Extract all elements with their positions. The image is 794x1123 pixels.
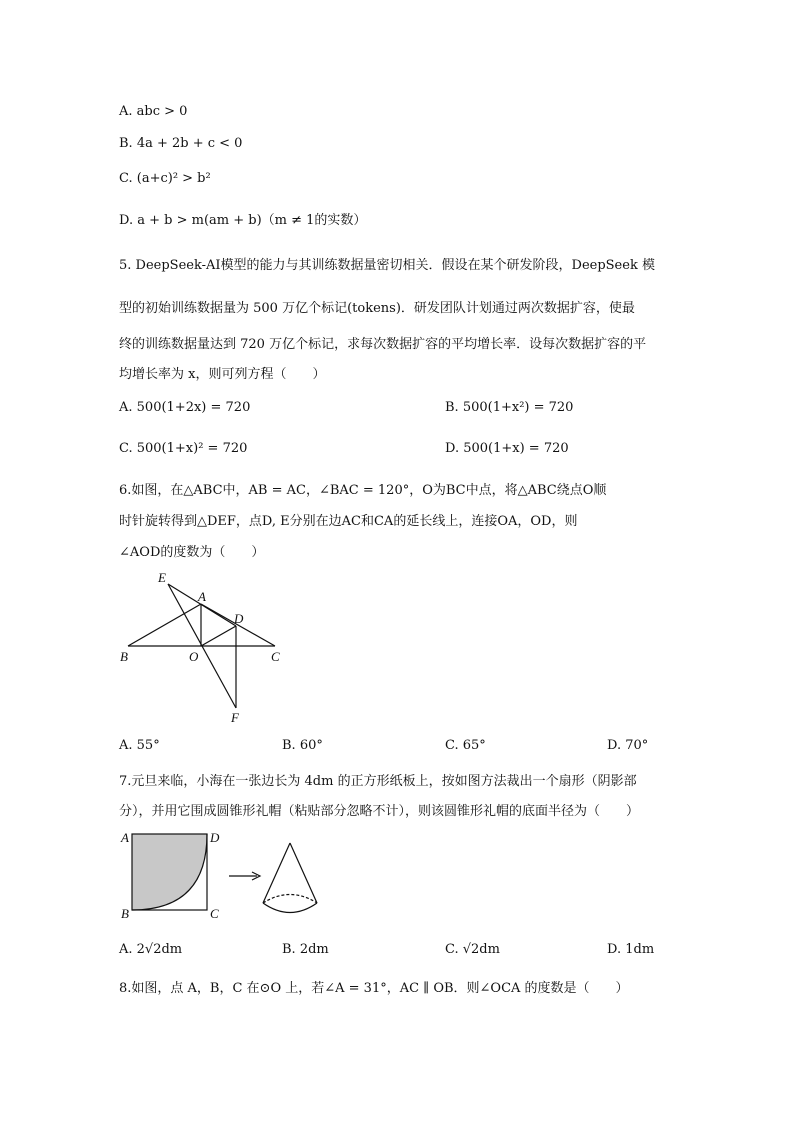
label-a: A [121, 830, 129, 845]
q6-option-c: C. 65° [445, 738, 486, 753]
label-b: B [121, 906, 129, 921]
q7-option-a: A. 2√2dm [119, 942, 183, 957]
q6-line-3: ∠AOD的度数为（ ） [119, 545, 265, 560]
label-c: C [271, 649, 280, 664]
q5-option-c: C. 500(1+x)² = 720 [119, 441, 248, 456]
cone [263, 843, 317, 913]
label-c: C [210, 906, 219, 921]
q4-option-d: D. a + b > m(am + b)（m ≠ 1的实数） [119, 213, 367, 228]
q6-line-2: 时针旋转得到△DEF，点D, E分别在边AC和CA的延长线上，连接OA，OD，则 [119, 514, 578, 529]
q5-line-2: 型的初始训练数据量为 500 万亿个标记(tokens)．研发团队计划通过两次数据扩容，使最 [119, 301, 635, 316]
label-a: A [198, 589, 206, 604]
q5-line-4: 均增长率为 x，则可列方程（ ） [119, 367, 326, 382]
q4-option-c: C. (a+c)² > b² [119, 171, 211, 186]
q6-option-a: A. 55° [119, 738, 160, 753]
label-f: F [231, 710, 239, 725]
q5-line-3: 终的训练数据量达到 720 万亿个标记，求每次数据扩容的平均增长率．设每次数据扩容的平 [119, 337, 647, 352]
q7-option-d: D. 1dm [607, 942, 655, 957]
label-b: B [120, 649, 128, 664]
q5-option-b: B. 500(1+x²) = 720 [445, 400, 574, 415]
q5-option-a: A. 500(1+2x) = 720 [119, 400, 251, 415]
label-d: D [234, 611, 244, 626]
q6-option-d: D. 70° [607, 738, 649, 753]
shaded-sector [132, 834, 207, 910]
q7-line-1: 7.元旦来临，小海在一张边长为 4dm 的正方形纸板上，按如图方法裁出一个扇形（阴影部 [119, 774, 637, 789]
q7-option-b: B. 2dm [282, 942, 329, 957]
q6-line-1: 6.如图，在△ABC中，AB = AC，∠BAC = 120°，O为BC中点，将△ABC绕点O顺 [119, 483, 607, 498]
q4-option-b: B. 4a + 2b + c < 0 [119, 136, 243, 151]
q7-option-c: C. √2dm [445, 942, 500, 957]
q4-option-a: A. abc > 0 [119, 104, 188, 119]
label-d: D [210, 830, 220, 845]
q7-line-2: 分），并用它围成圆锥形礼帽（粘贴部分忽略不计），则该圆锥形礼帽的底面半径为（ ） [119, 804, 640, 819]
q5-line-1: 5. DeepSeek-AI模型的能力与其训练数据量密切相关．假设在某个研发阶段，DeepSeek 模 [119, 258, 655, 273]
label-e: E [158, 570, 166, 585]
q6-option-b: B. 60° [282, 738, 323, 753]
q8-line-1: 8.如图，点 A，B，C 在⊙O 上，若∠A = 31°，AC ∥ OB．则∠OCA 的度数是（ ） [119, 981, 629, 996]
q5-option-d: D. 500(1+x) = 720 [445, 441, 569, 456]
label-o: O [189, 649, 199, 664]
